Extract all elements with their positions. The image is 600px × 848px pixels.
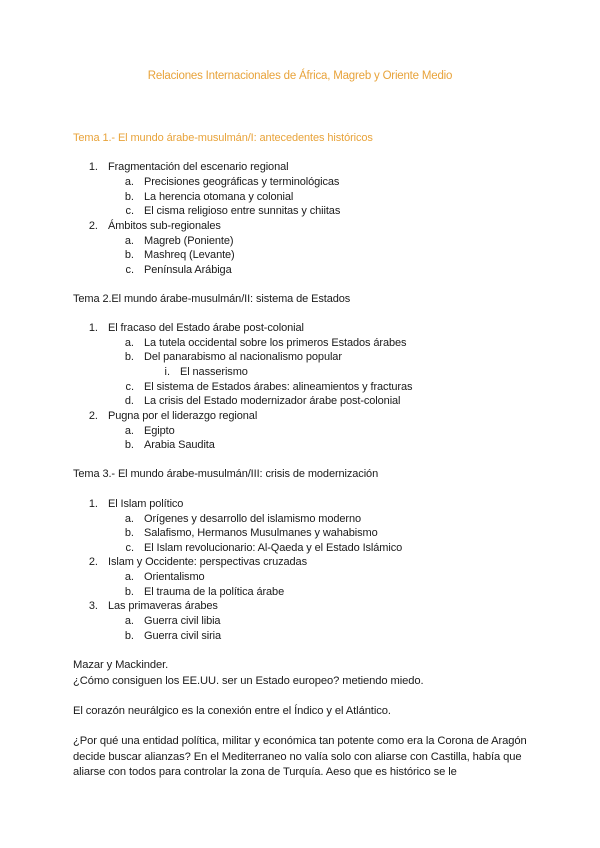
tema1-heading: Tema 1.- El mundo árabe-musulmán/I: antecedentes históricos <box>73 132 373 144</box>
note-paragraph: ¿Por qué una entidad política, militar y económica tan potente como era la Corona de Aragón decide buscar alianzas? En el Mediterraneo no valía solo con aliarse con Castilla, había que aliarse con todos para controlar la zona de Turquía. Aeso que es histórico se le <box>73 735 527 778</box>
list-subitem: Orígenes y desarrollo del islamismo moderno <box>144 513 362 525</box>
list-letter: b. <box>124 351 134 363</box>
note-line: ¿Cómo consiguen los EE.UU. ser un Estado europeo? metiendo miedo. <box>73 675 424 687</box>
list-letter: d. <box>124 395 134 407</box>
list-subitem: Salafismo, Hermanos Musulmanes y wahabismo <box>144 527 378 539</box>
list-subitem: Mashreq (Levante) <box>144 249 235 261</box>
list-subitem: La crisis del Estado modernizador árabe post-colonial <box>144 395 401 407</box>
list-number: 2. <box>88 556 98 568</box>
list-subitem: Península Arábiga <box>144 264 232 276</box>
document-title: Relaciones Internacionales de África, Magreb y Oriente Medio <box>147 70 453 82</box>
list-subitem: La herencia otomana y colonial <box>144 191 294 203</box>
list-subitem: Precisiones geográficas y terminológicas <box>144 176 340 188</box>
list-item: Fragmentación del escenario regional <box>108 161 289 173</box>
list-letter: b. <box>124 191 134 203</box>
list-letter: c. <box>125 542 134 554</box>
list-item: El Islam político <box>108 498 184 510</box>
list-letter: a. <box>124 513 134 525</box>
list-number: 2. <box>88 410 98 422</box>
list-item: Pugna por el liderazgo regional <box>108 410 258 422</box>
list-letter: a. <box>124 176 134 188</box>
list-number: 2. <box>88 220 98 232</box>
list-letter: c. <box>125 381 134 393</box>
list-letter: a. <box>124 235 134 247</box>
list-roman: i. <box>164 366 170 378</box>
list-item: El fracaso del Estado árabe post-colonial <box>108 322 304 334</box>
list-letter: b. <box>124 630 134 642</box>
tema3-heading: Tema 3.- El mundo árabe-musulmán/III: crisis de modernización <box>73 468 379 480</box>
list-letter: b. <box>124 586 134 598</box>
list-subitem: El cisma religioso entre sunnitas y chiitas <box>144 205 341 217</box>
list-subsubitem: El nasserismo <box>180 366 248 378</box>
list-letter: a. <box>124 337 134 349</box>
list-subitem: El trauma de la política árabe <box>144 586 285 598</box>
list-letter: c. <box>125 205 134 217</box>
list-subitem: Magreb (Poniente) <box>144 235 234 247</box>
list-subitem: La tutela occidental sobre los primeros Estados árabes <box>144 337 407 349</box>
list-subitem: Del panarabismo al nacionalismo popular <box>144 351 342 363</box>
list-letter: b. <box>124 527 134 539</box>
list-item: Islam y Occidente: perspectivas cruzadas <box>108 556 307 568</box>
list-letter: a. <box>124 571 134 583</box>
list-letter: b. <box>124 249 134 261</box>
list-letter: a. <box>124 615 134 627</box>
list-subitem: El sistema de Estados árabes: alineamientos y fracturas <box>144 381 413 393</box>
list-item: Las primaveras árabes <box>108 600 218 612</box>
list-number: 1. <box>88 322 98 334</box>
list-number: 3. <box>88 600 98 612</box>
list-subitem: Guerra civil siria <box>144 630 222 642</box>
list-letter: a. <box>124 425 134 437</box>
tema2-heading: Tema 2.El mundo árabe-musulmán/II: sistema de Estados <box>73 293 351 305</box>
list-subitem: Arabia Saudita <box>144 439 215 451</box>
note-line: Mazar y Mackinder. <box>73 659 169 671</box>
list-number: 1. <box>88 498 98 510</box>
list-letter: b. <box>124 439 134 451</box>
list-subitem: Orientalismo <box>144 571 205 583</box>
list-subitem: Egipto <box>144 425 175 437</box>
list-subitem: Guerra civil libia <box>144 615 221 627</box>
list-item: Ámbitos sub-regionales <box>108 220 221 232</box>
list-number: 1. <box>88 161 98 173</box>
note-line: El corazón neurálgico es la conexión entre el Índico y el Atlántico. <box>73 705 391 717</box>
list-letter: c. <box>125 264 134 276</box>
list-subitem: El Islam revolucionario: Al-Qaeda y el Estado Islámico <box>144 542 403 554</box>
